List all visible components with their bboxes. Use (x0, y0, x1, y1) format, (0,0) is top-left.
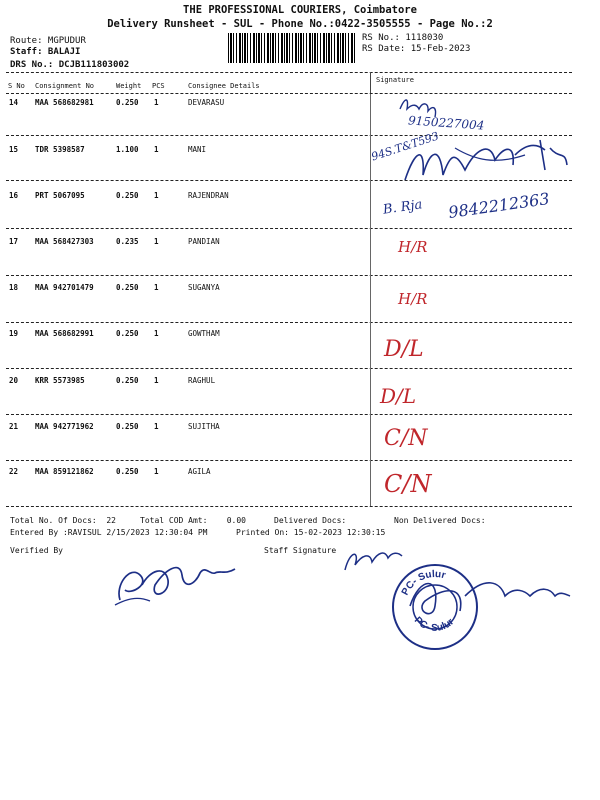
stamp-top-text: PC- Sulur (399, 568, 447, 598)
col-pcs: PCS (152, 82, 165, 90)
row-weight: 0.250 (116, 422, 139, 431)
row-pcs: 1 (154, 237, 159, 246)
row-pcs: 1 (154, 191, 159, 200)
verified-by-label: Verified By (10, 546, 63, 555)
total-cod: Total COD Amt: 0.00 (140, 516, 246, 525)
row-separator (6, 506, 572, 507)
row-separator (6, 275, 572, 276)
document-title: THE PROFESSIONAL COURIERS, Coimbatore (183, 4, 417, 16)
row-consignment: MAA 942771962 (35, 422, 94, 431)
row-separator (6, 460, 572, 461)
row-weight: 0.250 (116, 329, 139, 338)
row-consignment: MAA 942701479 (35, 283, 94, 292)
row-weight: 0.250 (116, 376, 139, 385)
drs-number: DRS No.: DCJB111803002 (10, 60, 130, 70)
row-sno: 15 (9, 145, 19, 154)
header-top-rule (6, 72, 572, 73)
status-code-row21: C/N (384, 426, 428, 451)
stamp-bottom-text: PC- Sulur (411, 614, 457, 634)
row-weight: 0.250 (116, 467, 139, 476)
row-pcs: 1 (154, 329, 159, 338)
row-consignee: RAGHUL (188, 376, 216, 385)
entered-by: Entered By :RAVISUL 2/15/2023 12:30:04 PM (10, 528, 208, 537)
row-sno: 16 (9, 191, 19, 200)
header-bottom-rule (6, 93, 572, 94)
row-consignee: SUGANYA (188, 283, 220, 292)
row-consignment: MAA 568427303 (35, 237, 94, 246)
row-consignee: SUJITHA (188, 422, 220, 431)
row-separator (6, 414, 572, 415)
handwritten-name-row16: B. Rja (382, 197, 424, 218)
row-consignee: MANI (188, 145, 207, 154)
status-code-row20: D/L (380, 384, 417, 408)
row-consignee: AGILA (188, 467, 211, 476)
row-weight: 0.235 (116, 237, 139, 246)
row-consignee: GOWTHAM (188, 329, 220, 338)
row-sno: 20 (9, 376, 19, 385)
status-code-row22: C/N (384, 470, 432, 498)
row-consignee: RAJENDRAN (188, 191, 229, 200)
row-consignment: MAA 859121862 (35, 467, 94, 476)
row-pcs: 1 (154, 467, 159, 476)
route-label: Route: MGPUDUR (10, 36, 86, 46)
row-pcs: 1 (154, 98, 159, 107)
row-sno: 21 (9, 422, 19, 431)
row-sno: 22 (9, 467, 19, 476)
rs-number: RS No.: 1118030 (362, 33, 444, 43)
row-consignment: TDR 5398587 (35, 145, 85, 154)
row-pcs: 1 (154, 283, 159, 292)
row-sno: 14 (9, 98, 19, 107)
row-consignment: KRR 5573985 (35, 376, 85, 385)
barcode (228, 33, 356, 63)
non-delivered-docs: Non Delivered Docs: (394, 516, 486, 525)
row-consignee: PANDIAN (188, 237, 220, 246)
row-separator (6, 228, 572, 229)
col-signature: Signature (376, 76, 414, 84)
row-consignment: MAA 568682991 (35, 329, 94, 338)
printed-on: Printed On: 15-02-2023 12:30:15 (236, 528, 386, 537)
staff-signature-label: Staff Signature (264, 546, 337, 555)
handwritten-note-row15: 94S.T&T593 (369, 129, 441, 164)
staff-signature (405, 566, 575, 626)
status-code-row17: H/R (398, 238, 428, 256)
row-weight: 0.250 (116, 191, 139, 200)
delivered-docs: Delivered Docs: (274, 516, 347, 525)
row-consignment: MAA 568682981 (35, 98, 94, 107)
handwritten-phone-row14: 9150227004 (407, 113, 485, 133)
row-sno: 18 (9, 283, 19, 292)
col-sno: S No (8, 82, 25, 90)
verified-by-signature (110, 555, 250, 610)
row-weight: 0.250 (116, 283, 139, 292)
row-consignment: PRT 5067095 (35, 191, 85, 200)
col-consignment: Consignment No (35, 82, 95, 90)
row-pcs: 1 (154, 145, 159, 154)
row-sno: 17 (9, 237, 19, 246)
col-weight: Weight (116, 82, 142, 90)
runsheet-subtitle: Delivery Runsheet - SUL - Phone No.:0422-3505555 - Page No.:2 (107, 18, 493, 30)
row-consignee: DEVARASU (188, 98, 225, 107)
staff-label: Staff: BALAJI (10, 47, 81, 57)
row-pcs: 1 (154, 376, 159, 385)
total-docs: Total No. Of Docs: 22 (10, 516, 116, 525)
rs-date: RS Date: 15-Feb-2023 (362, 44, 471, 54)
row-weight: 1.100 (116, 145, 139, 154)
row-sno: 19 (9, 329, 19, 338)
row-separator (6, 368, 572, 369)
handwritten-phone-row16: 9842212363 (447, 189, 551, 222)
row-pcs: 1 (154, 422, 159, 431)
row-separator (6, 322, 572, 323)
status-code-row18: H/R (398, 290, 428, 308)
col-consignee: Consignee Details (188, 82, 260, 90)
status-code-row19: D/L (384, 337, 424, 362)
row-weight: 0.250 (116, 98, 139, 107)
